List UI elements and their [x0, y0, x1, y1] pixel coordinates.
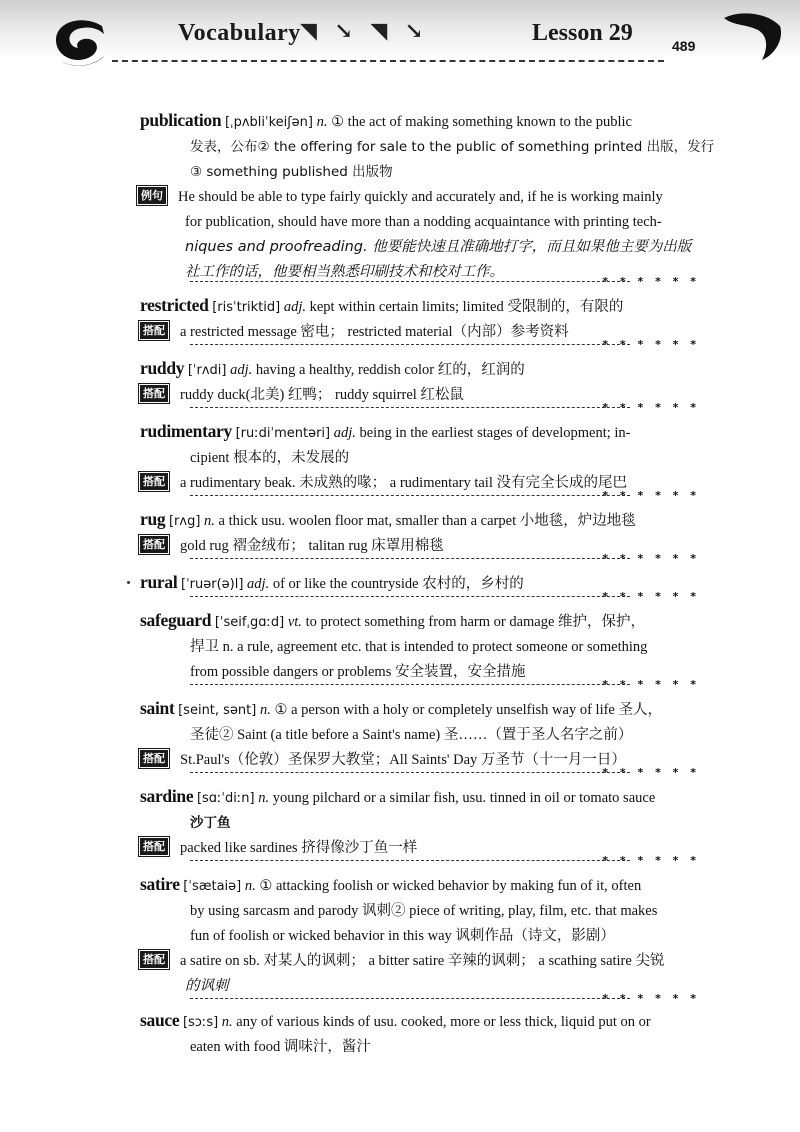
example-line: a restricted message 密电； restricted material（内部）参考资料: [180, 324, 569, 340]
definition-line: cipient 根本的，未发展的: [190, 450, 350, 466]
pronunciation: [rʌg]: [168, 514, 201, 529]
entry-separator: * * * * * *: [190, 594, 700, 608]
part-of-speech: n.: [221, 1014, 233, 1030]
definition-line: by using sarcasm and parody 讽刺② piece of writing, play, film, etc. that makes: [190, 903, 658, 919]
pronunciation: [risˈtriktid]: [212, 300, 281, 315]
definition-line: from possible dangers or problems 安全装置，安全措施: [190, 664, 526, 680]
part-of-speech: n.: [204, 513, 215, 529]
pronunciation: [ruːdiˈmentəri]: [235, 426, 331, 441]
collocation-tag: 搭配: [140, 385, 168, 402]
definition-line: any of various kinds of usu. cooked, more or less thick, liquid put on or: [236, 1014, 651, 1030]
example-line: St.Paul's（伦敦）圣保罗大教堂；All Saints' Day 万圣节（十一月一日）: [180, 752, 626, 768]
example-tag: 例句: [138, 187, 166, 204]
example-line: for publication, should have more than a nodding acquaintance with printing tech-: [185, 214, 662, 230]
collocation-tag: 搭配: [140, 838, 168, 855]
entry-separator: * * * * * *: [190, 858, 700, 872]
definition-line: fun of foolish or wicked behavior in this way 讽刺作品（诗文，影剧）: [190, 928, 615, 944]
definition-line: 发表，公布② the offering for sale to the public of something printed 出版，发行: [190, 139, 715, 155]
definition-line: ① attacking foolish or wicked behavior by making fun of it, often: [259, 878, 642, 894]
example-line: He should be able to type fairly quickly and accurately and, if he is working mainly: [178, 189, 663, 205]
definition-line: kept within certain limits; limited 受限制的，有限的: [309, 299, 624, 315]
page-number: 489: [672, 38, 696, 54]
headword: restricted: [140, 295, 209, 315]
collocation-tag: 搭配: [140, 322, 168, 339]
example-line: a satire on sb. 对某人的讽刺； a bitter satire 辛辣的讽刺； a scathing satire 尖锐: [180, 953, 665, 969]
entry-sauce: [140, 1008, 700, 1060]
part-of-speech: vt.: [287, 614, 302, 630]
swirl-logo-icon: [52, 16, 108, 68]
headword: sardine: [140, 786, 194, 806]
header-decoration: ◥ ↘ ◥ ↘: [300, 18, 430, 43]
pronunciation: [seint, sənt]: [178, 703, 257, 718]
definition-line: a thick usu. woolen floor mat, smaller than a carpet 小地毯，炉边地毯: [218, 513, 636, 529]
definition-line: of or like the countryside 农村的，乡村的: [272, 576, 524, 592]
entry-separator: * * * * * *: [190, 556, 700, 570]
entry-separator: * * * * * *: [190, 279, 700, 293]
part-of-speech: adj.: [230, 362, 253, 378]
definition-line: being in the earliest stages of development; in-: [359, 425, 631, 441]
example-line: 社工作的话，他要相当熟悉印刷技术和校对工作。: [185, 264, 504, 280]
pronunciation: [ˈruər(ə)l]: [181, 577, 244, 592]
definition-line: ① a person with a holy or completely unselfish way of life 圣人，: [274, 702, 662, 718]
margin-mark: [127, 581, 130, 584]
entry-separator: * * * * * *: [190, 342, 700, 356]
collocation-tag: 搭配: [140, 951, 168, 968]
part-of-speech: n.: [316, 114, 328, 130]
entry-sardine: [140, 784, 700, 861]
headword: publication: [140, 110, 222, 130]
part-of-speech: adj.: [333, 425, 356, 441]
part-of-speech: adj.: [247, 576, 270, 592]
definition-line: young pilchard or a similar fish, usu. tinned in oil or tomato sauce: [272, 790, 656, 806]
header-divider: [112, 60, 664, 62]
collocation-tag: 搭配: [140, 473, 168, 490]
definition-line: eaten with food 调味汁，酱汁: [190, 1039, 371, 1055]
example-line: gold rug 褶金绒布； talitan rug 床罩用棉毯: [180, 538, 444, 554]
pronunciation: [sɔːs]: [182, 1015, 219, 1030]
definition-line: ① the act of making something known to the public: [331, 114, 632, 130]
headword: satire: [140, 874, 180, 894]
pronunciation: [ˈrʌdi]: [187, 363, 227, 378]
headword: rural: [140, 572, 178, 592]
definition-line: having a healthy, reddish color 红的，红润的: [255, 362, 525, 378]
part-of-speech: n.: [258, 790, 270, 806]
entry-rudimentary: [140, 419, 700, 496]
entry-safeguard: [140, 608, 700, 685]
header-title: Vocabulary: [178, 20, 301, 46]
example-line: packed like sardines 挤得像沙丁鱼一样: [180, 840, 418, 856]
example-line: 的讽刺: [185, 978, 229, 994]
definition-line: 捍卫 n. a rule, agreement etc. that is intended to protect someone or something: [190, 639, 648, 655]
pronunciation: [ˌpʌbliˈkeiʃən]: [224, 115, 313, 130]
entry-separator: * * * * * *: [190, 682, 700, 696]
headword: saint: [140, 698, 175, 718]
part-of-speech: n.: [259, 702, 271, 718]
part-of-speech: adj.: [283, 299, 306, 315]
pronunciation: [sɑːˈdiːn]: [196, 791, 255, 806]
collocation-tag: 搭配: [140, 536, 168, 553]
entry-separator: * * * * * *: [190, 996, 700, 1010]
headword: ruddy: [140, 358, 185, 378]
headword: rug: [140, 509, 166, 529]
example-line: ruddy duck(北美) 红鸭； ruddy squirrel 红松鼠: [180, 387, 464, 403]
header-lesson: Lesson 29: [532, 20, 633, 46]
headword: safeguard: [140, 610, 212, 630]
entry-separator: * * * * * *: [190, 493, 700, 507]
entry-separator: * * * * * *: [190, 770, 700, 784]
entry-satire: [140, 872, 700, 999]
pronunciation: [ˈseifˌgɑːd]: [214, 615, 285, 630]
definition-line: 圣徒② Saint (a title before a Saint's name) 圣……（置于圣人名字之前）: [190, 727, 633, 743]
definition-line: to protect something from harm or damage 维护，保护，: [305, 614, 646, 630]
corner-brush-icon: [716, 8, 786, 64]
collocation-tag: 搭配: [140, 750, 168, 767]
page-header: [0, 0, 800, 80]
entry-separator: * * * * * *: [190, 405, 700, 419]
example-line: niques and proofreading. 他要能快速且准确地打字，而且如果他主要为出版: [185, 239, 692, 255]
example-line: a rudimentary beak. 未成熟的喙； a rudimentary tail 没有完全长成的尾巴: [180, 475, 627, 491]
definition-line: ③ something published 出版物: [190, 164, 393, 180]
entry-saint: [140, 696, 700, 773]
definition-line: 沙丁鱼: [190, 815, 231, 831]
part-of-speech: n.: [244, 878, 256, 894]
headword: sauce: [140, 1010, 180, 1030]
headword: rudimentary: [140, 421, 232, 441]
pronunciation: [ˈsætaiə]: [183, 879, 242, 894]
entry-publication: [140, 108, 715, 285]
